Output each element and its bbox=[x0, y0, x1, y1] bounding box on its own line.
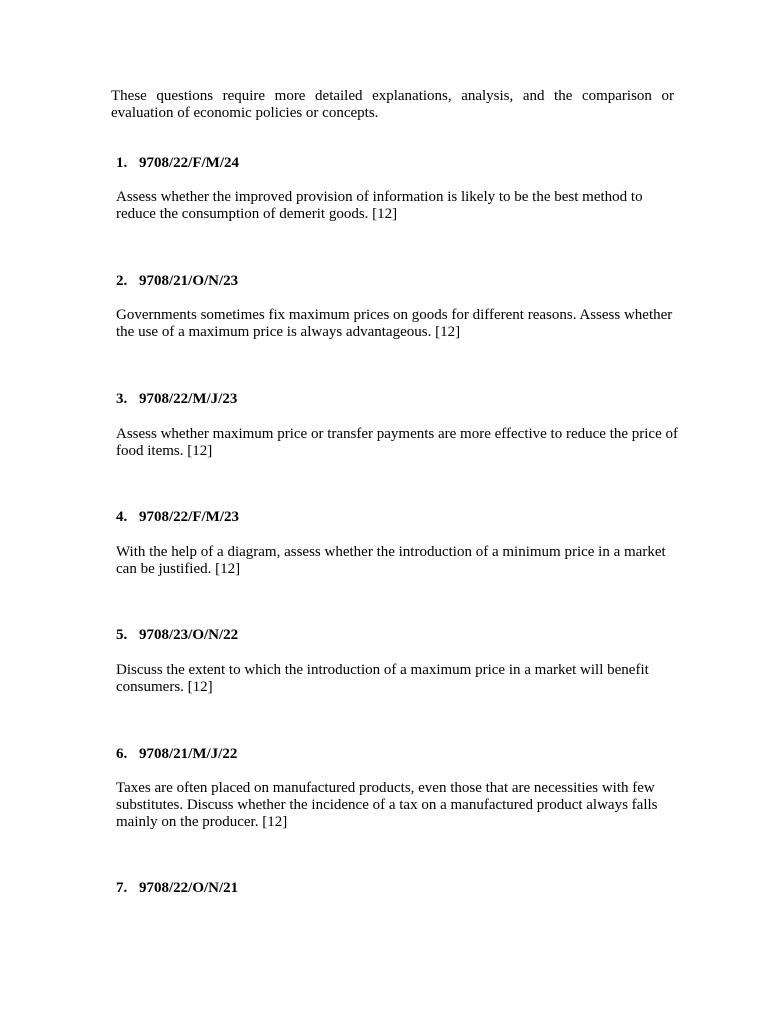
question-heading bbox=[116, 509, 239, 526]
question-number: 2. bbox=[116, 273, 128, 289]
question-code: 9708/22/F/M/23 bbox=[139, 509, 239, 525]
question-number: 4. bbox=[116, 509, 128, 525]
question-code: 9708/22/O/N/21 bbox=[139, 880, 239, 896]
question-text: With the help of a diagram, assess whether the introduction of a minimum price in a market can be justified. [12] bbox=[116, 544, 666, 577]
question-text: Assess whether the improved provision of information is likely to be the best method to reduce the consumption of demerit goods. [12] bbox=[116, 189, 643, 222]
question-code: 9708/21/M/J/22 bbox=[139, 746, 238, 762]
question-heading bbox=[116, 273, 238, 290]
question-number: 7. bbox=[116, 880, 128, 896]
question-code: 9708/21/O/N/23 bbox=[139, 273, 239, 289]
question-number: 1. bbox=[116, 155, 128, 171]
question-code: 9708/22/F/M/24 bbox=[139, 155, 239, 171]
question-text: Governments sometimes fix maximum prices on goods for different reasons. Assess whether the use of a maximum price is always advantageous. [12] bbox=[116, 307, 673, 340]
question-heading bbox=[116, 155, 239, 172]
question-code: 9708/22/M/J/23 bbox=[139, 391, 238, 407]
question-text: Assess whether maximum price or transfer payments are more effective to reduce the price of food items. [12] bbox=[116, 426, 678, 459]
question-number: 6. bbox=[116, 746, 128, 762]
question-heading bbox=[116, 746, 237, 763]
question-number: 3. bbox=[116, 391, 128, 407]
question-number: 5. bbox=[116, 627, 128, 643]
question-heading bbox=[116, 391, 237, 408]
intro-paragraph: These questions require more detailed explanations, analysis, and the comparison or evaluation of economic policies or concepts. bbox=[111, 88, 674, 121]
question-heading bbox=[116, 627, 238, 644]
question-heading bbox=[116, 880, 238, 897]
question-text: Taxes are often placed on manufactured products, even those that are necessities with few substitutes. Discuss whether the incidence of a tax on a manufactured product always falls mainly on the producer. [12] bbox=[116, 780, 658, 830]
question-text: Discuss the extent to which the introduction of a maximum price in a market will benefit consumers. [12] bbox=[116, 662, 649, 695]
question-code: 9708/23/O/N/22 bbox=[139, 627, 239, 643]
